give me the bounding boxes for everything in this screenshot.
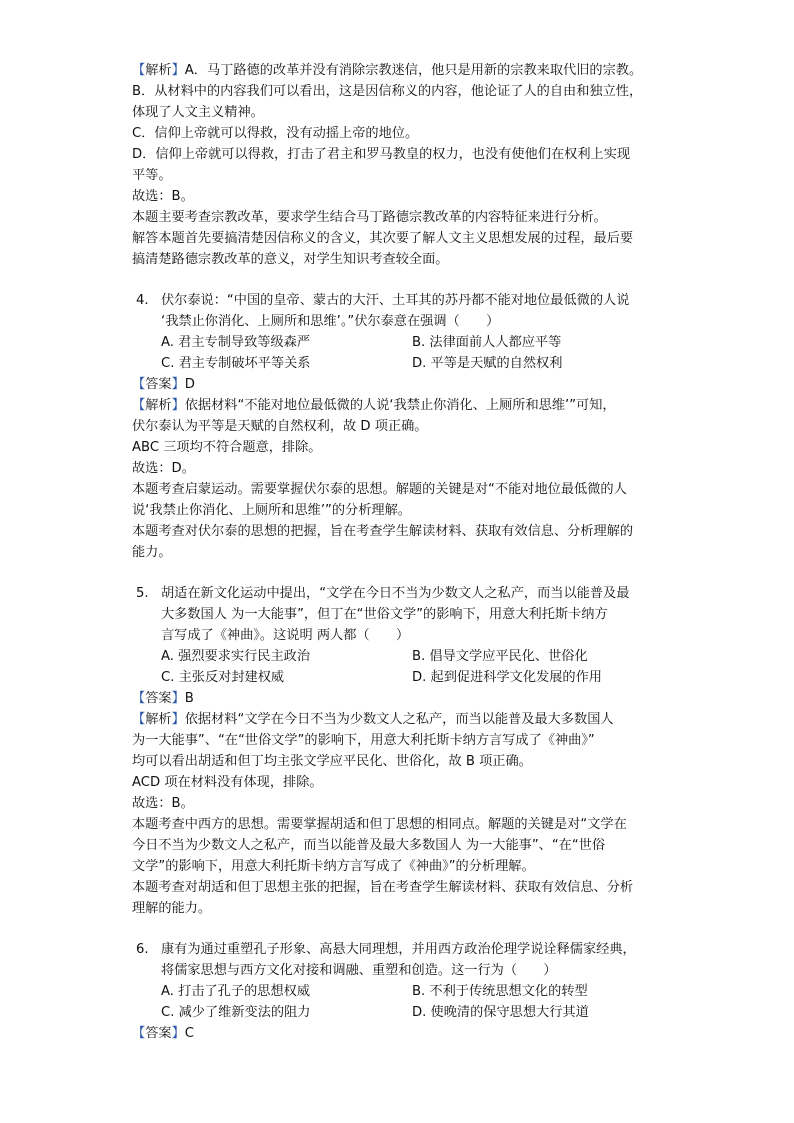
q4-answer-line xyxy=(132,375,195,395)
q3-analysis-line-6: 平等。 xyxy=(132,168,172,183)
q3-analysis-line-10: 搞清楚路德宗教改革的意义，对学生知识考查较全面。 xyxy=(132,252,449,267)
q4-option-a: A. 君主专制导致等级森严 xyxy=(161,335,311,350)
q3-analysis-line-5: D．信仰上帝就可以得救，打击了君主和罗马教皇的权力，也没有使他们在权利上实现 xyxy=(132,147,631,162)
q6-answer-line xyxy=(132,1024,194,1044)
q5-analysis-line-4: ACD 项在材料没有体现，排除。 xyxy=(132,775,323,790)
q4-analysis-line-5: 本题考查启蒙运动。需要掌握伏尔泰的思想。解题的关键是对“不能对地位最低微的人 xyxy=(132,482,627,497)
q5-analysis-line-7: 今日不当为少数文人之私产，而当以能普及最大多数国人 为一大能事”、“在“世俗 xyxy=(132,838,606,853)
q6-stem-line-1: 康有为通过重塑孔子形象、高悬大同理想，并用西方政治伦理学说诠释儒家经典， xyxy=(161,942,636,957)
q5-analysis-line-10: 理解的能力。 xyxy=(132,901,212,916)
analysis-label-close: 】 xyxy=(171,712,185,727)
answer-label-open: 【 xyxy=(132,1026,146,1041)
q5-answer-value: B xyxy=(184,691,194,706)
q6-option-b: B. 不利于传统思想文化的转型 xyxy=(412,984,588,999)
q5-answer-line xyxy=(132,689,194,709)
q4-option-d: D. 平等是天赋的自然权利 xyxy=(412,356,563,371)
q4-analysis-line-7: 本题考查对伏尔泰的思想的把握，旨在考查学生解读材料、获取有效信息、分析理解的 xyxy=(132,524,634,539)
q5-number: 5. xyxy=(136,586,149,601)
answer-label: 答案 xyxy=(145,377,172,392)
q6-option-d: D. 使晚清的保守思想大行其道 xyxy=(412,1005,589,1020)
q5-stem-line-2: 大多数国人 为一大能事”，但丁在“世俗文学”的影响下，用意大利托斯卡纳方 xyxy=(161,607,608,622)
analysis-label: 解析 xyxy=(145,63,172,78)
analysis-label: 解析 xyxy=(145,398,172,413)
answer-label-open: 【 xyxy=(132,691,146,706)
analysis-label-open: 【 xyxy=(132,712,146,727)
q3-analysis-line-3: 体现了人文主义精神。 xyxy=(132,105,264,120)
q4-option-c: C. 君主专制破坏平等关系 xyxy=(161,356,311,371)
q5-analysis-line-2: 为一大能事”、“在“世俗文学”的影响下，用意大利托斯卡纳方言写成了《神曲》” xyxy=(132,733,595,748)
q5-option-c: C. 主张反对封建权威 xyxy=(161,670,285,685)
q4-stem-line-1: 伏尔泰说：“中国的皇帝、蒙古的大汗、土耳其的苏丹都不能对地位最低微的人说 xyxy=(161,293,630,308)
q4-stem-line-2: ‘我禁止你消化、上厕所和思维’。”伏尔泰意在强调（ ） xyxy=(161,314,500,329)
answer-label-close: 】 xyxy=(171,1026,185,1041)
q5-option-a: A. 强烈要求实行民主政治 xyxy=(161,649,311,664)
q4-analysis-line-8: 能力。 xyxy=(132,545,172,560)
analysis-label: 解析 xyxy=(145,712,172,727)
answer-label-close: 】 xyxy=(171,377,185,392)
q3-analysis-line-4: C．信仰上帝就可以得救，没有动摇上帝的地位。 xyxy=(132,126,419,141)
q5-option-d: D. 起到促进科学文化发展的作用 xyxy=(412,670,602,685)
q5-analysis-line-8: 文学”的影响下，用意大利托斯卡纳方言写成了《神曲》”的分析理解。 xyxy=(132,859,535,874)
q6-stem-line-2: 将儒家思想与西方文化对接和调融、重塑和创造。这一行为（ ） xyxy=(161,963,557,978)
q3-analysis-line-8: 本题主要考查宗教改革，要求学生结合马丁路德宗教改革的内容特征来进行分析。 xyxy=(132,210,607,225)
q4-analysis-text-1: 依据材料“不能对地位最低微的人说‘我禁止你消化、上厕所和思维’”可知， xyxy=(184,398,616,413)
q5-option-b: B. 倡导文学应平民化、世俗化 xyxy=(412,649,588,664)
q3-analysis-line-9: 解答本题首先要搞清楚因信称义的含义，其次要了解人文主义思想发展的过程，最后要 xyxy=(132,231,634,246)
q4-answer-value: D xyxy=(184,377,195,392)
q3-analysis-line-7: 故选：B。 xyxy=(132,189,194,204)
analysis-label-open: 【 xyxy=(132,398,146,413)
answer-label: 答案 xyxy=(145,1026,172,1041)
q5-analysis-line-3: 均可以看出胡适和但丁均主张文学应平民化、世俗化，故 B 项正确。 xyxy=(132,754,532,769)
q5-stem-line-1: 胡适在新文化运动中提出，“文学在今日不当为少数文人之私产，而当以能普及最 xyxy=(161,586,630,601)
analysis-label-close: 】 xyxy=(171,398,185,413)
q4-number: 4. xyxy=(136,293,149,308)
analysis-label-open: 【 xyxy=(132,63,146,78)
answer-label: 答案 xyxy=(145,691,172,706)
q6-answer-value: C xyxy=(184,1026,194,1041)
q6-option-c: C. 减少了维新变法的阻力 xyxy=(161,1005,311,1020)
q3-analysis-text-1: A．马丁路德的改革并没有消除宗教迷信，他只是用新的宗教来取代旧的宗教。 xyxy=(184,63,643,78)
q5-stem-line-3: 言写成了《神曲》。这说明 两人都（ ） xyxy=(161,628,410,643)
q5-analysis-line-9: 本题考查对胡适和但丁思想主张的把握，旨在考查学生解读材料、获取有效信息、分析 xyxy=(132,880,634,895)
q5-analysis-line-5: 故选：B。 xyxy=(132,796,194,811)
analysis-label-close: 】 xyxy=(171,63,185,78)
q3-analysis-line-2: B．从材料中的内容我们可以看出，这是因信称义的内容，他论证了人的自由和独立性， xyxy=(132,84,643,99)
q4-analysis-line-1 xyxy=(132,396,616,416)
q4-analysis-line-6: 说‘我禁止你消化、上厕所和思维’”的分析理解。 xyxy=(132,503,411,518)
q4-analysis-line-3: ABC 三项均不符合题意，排除。 xyxy=(132,440,322,455)
answer-label-open: 【 xyxy=(132,377,146,392)
q6-option-a: A. 打击了孔子的思想权威 xyxy=(161,984,311,999)
q5-analysis-line-6: 本题考查中西方的思想。需要掌握胡适和但丁思想的相同点。解题的关键是对“文学在 xyxy=(132,817,627,832)
q5-analysis-text-1: 依据材料“文学在今日不当为少数文人之私产，而当以能普及最大多数国人 xyxy=(184,712,614,727)
q3-analysis-line-1 xyxy=(132,61,642,81)
q4-analysis-line-4: 故选：D。 xyxy=(132,461,195,476)
q5-analysis-line-1 xyxy=(132,710,614,730)
answer-label-close: 】 xyxy=(171,691,185,706)
q6-number: 6. xyxy=(136,942,149,957)
q4-option-b: B. 法律面前人人都应平等 xyxy=(412,335,562,350)
q4-analysis-line-2: 伏尔泰认为平等是天赋的自然权利，故 D 项正确。 xyxy=(132,419,428,434)
